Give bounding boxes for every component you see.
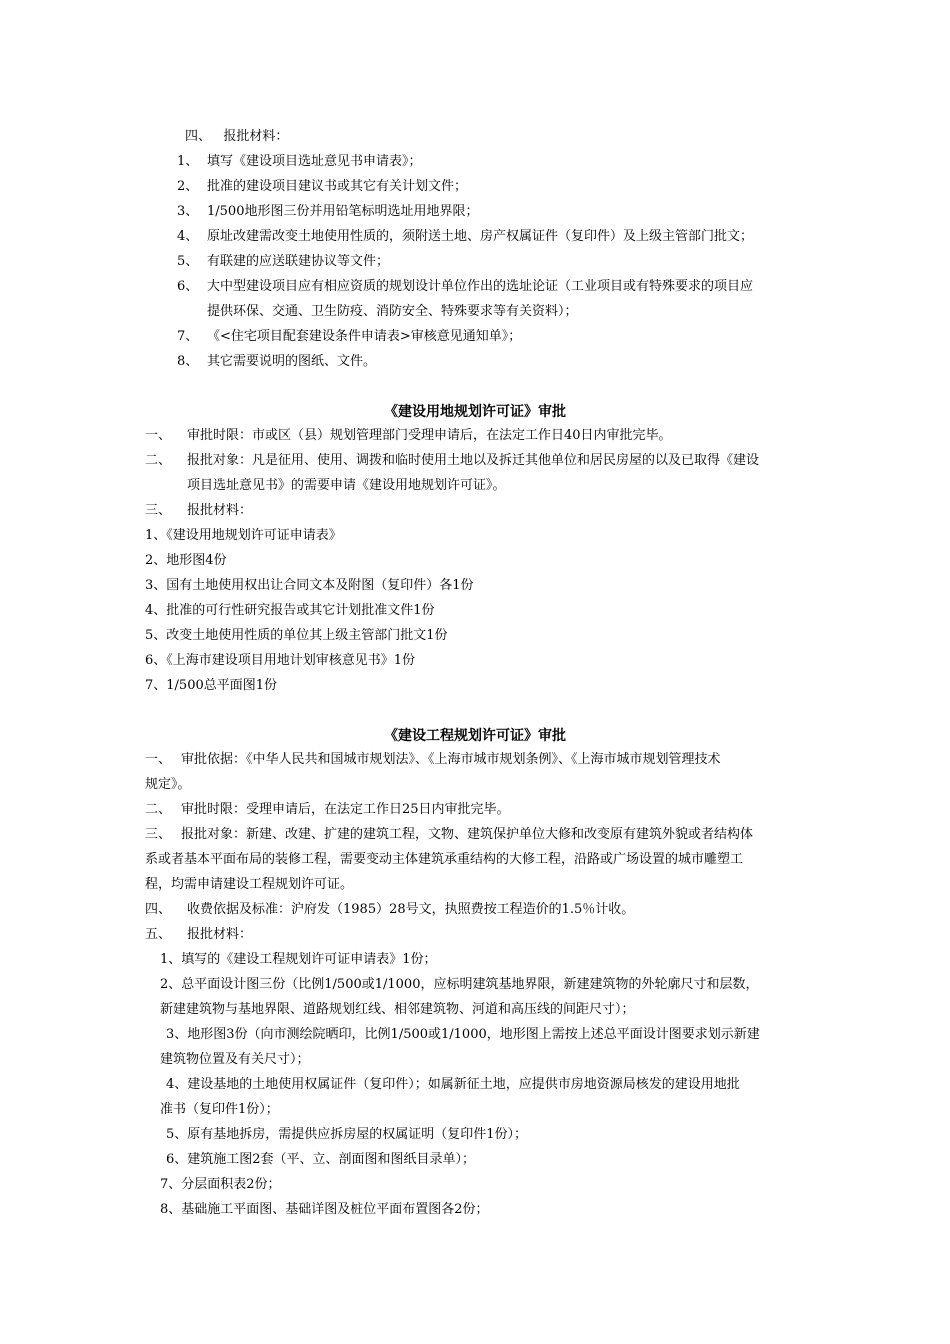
list-item: [177, 328, 521, 346]
list-item-num: 8、: [177, 354, 199, 369]
list-item: [177, 353, 376, 371]
paragraph: [145, 502, 252, 520]
list-item-text: 《<住宅项目配套建设条件申请表>审核意见通知单》；: [207, 329, 522, 344]
list-item: 6、《上海市建设项目用地计划审核意见书》1份: [145, 653, 416, 668]
list-item: [177, 253, 389, 271]
list-item-num: 4、: [177, 229, 199, 244]
list-item: 2、地形图4份: [145, 553, 227, 568]
paragraph-num: 三、: [145, 827, 172, 842]
list-item-text: 有联建的应送联建协议等文件；: [207, 254, 390, 269]
list-item: 4、建设基地的土地使用权属证件（复印件）；如属新征土地，应提供市房地资源局核发的建设用地批: [166, 1077, 740, 1092]
paragraph: [145, 751, 721, 769]
list-item: 5、改变土地使用性质的单位其上级主管部门批文1份: [145, 628, 448, 643]
paragraph: [145, 801, 510, 819]
paragraph-text: 收费依据及标准：沪府发（1985）28号文，执照费按工程造价的1.5％计收。: [187, 902, 635, 917]
paragraph-text: 审批时限：市或区（县）规划管理部门受理申请后，在法定工作日40日内审批完毕。: [187, 428, 672, 443]
list-item-num: 5、: [177, 254, 199, 269]
materials-heading: [185, 128, 288, 146]
paragraph-continuation: 系或者基本平面布局的装修工程，需要变动主体建筑承重结构的大修工程，沿路或广场设置的城市雕塑工: [145, 852, 744, 867]
list-item-num: 2、: [177, 179, 199, 194]
list-item: 8、基础施工平面图、基础详图及桩位平面布置图各2份；: [160, 1202, 489, 1217]
list-item: 7、1/500总平面图1份: [145, 678, 278, 693]
list-item: 3、国有土地使用权出让合同文本及附图（复印件）各1份: [145, 578, 474, 593]
paragraph: [145, 926, 252, 944]
list-item: [177, 178, 467, 196]
list-item-continuation: 新建建筑物与基地界限、道路规划红线、相邻建筑物、河道和高压线的间距尺寸）；: [160, 1002, 635, 1017]
list-item-text: 大中型建设项目应有相应资质的规划设计单位作出的选址论证（工业项目或有特殊要求的项目应: [207, 279, 754, 294]
list-item-text: 填写《建设项目选址意见书申请表》；: [207, 154, 422, 169]
list-item: 1、填写的《建设工程规划许可证申请表》1份；: [160, 952, 437, 967]
list-item-text: 批准的建设项目建议书或其它有关计划文件；: [207, 179, 468, 194]
paragraph: [145, 427, 672, 445]
list-item-num: 3、: [177, 204, 199, 219]
paragraph-text: 审批时限：受理申请后，在法定工作日25日内审批完毕。: [181, 802, 510, 817]
list-item: 7、分层面积表2份；: [160, 1177, 281, 1192]
paragraph-num: 五、: [145, 927, 172, 942]
list-item-text: 原址改建需改变土地使用性质的，须附送土地、房产权属证件（复印件）及上级主管部门批文；: [207, 229, 754, 244]
paragraph-num: 一、: [145, 752, 172, 767]
paragraph-num: 一、: [145, 428, 172, 443]
paragraph-text: 报批对象：新建、改建、扩建的建筑工程，文物、建筑保护单位大修和改变原有建筑外貌或者结构体: [181, 827, 754, 842]
list-item: 4、批准的可行性研究报告或其它计划批准文件1份: [145, 603, 435, 618]
paragraph-continuation: 规定》。: [145, 777, 191, 792]
paragraph-continuation: 项目选址意见书》的需要申请《建设用地规划许可证》。: [187, 478, 506, 493]
list-item: 3、地形图3份（向市测绘院晒印，比例1/500或1/1000，地形图上需按上述总平面设计图要求划示新建: [166, 1027, 760, 1042]
list-item-continuation: 提供环保、交通、卫生防疫、消防安全、特殊要求等有关资料）；: [207, 304, 578, 319]
paragraph-text: 报批对象：凡是征用、使用、调拨和临时使用土地以及拆迁其他单位和居民房屋的以及已取得《建设: [187, 453, 760, 468]
list-item-num: 7、: [177, 329, 199, 344]
list-item-text: 1/500地形图三份并用铅笔标明选址用地界限；: [207, 204, 479, 219]
paragraph-num: 二、: [145, 802, 172, 817]
section-title-engineering: 《建设工程规划许可证》审批: [384, 728, 566, 744]
paragraph-text: 审批依据：《中华人民共和国城市规划法》、《上海市城市规划条例》、《上海市城市规划管理技术: [181, 752, 721, 767]
list-item-num: 1、: [177, 154, 199, 169]
list-item-text: 其它需要说明的图纸、文件。: [207, 354, 377, 369]
paragraph-num: 二、: [145, 453, 172, 468]
list-item: 2、总平面设计图三份（比例1/500或1/1000，应标明建筑基地界限，新建建筑物的外轮廓尺寸和层数，: [160, 977, 759, 992]
list-item-continuation: 准书（复印件1份）；: [160, 1102, 279, 1117]
list-item: 6、建筑施工图2套（平、立、剖面图和图纸目录单）；: [166, 1152, 476, 1167]
list-item: [177, 153, 422, 171]
list-item-num: 6、: [177, 279, 199, 294]
list-item: [177, 278, 753, 296]
list-item: [177, 228, 753, 246]
paragraph-text: 报批材料：: [187, 503, 253, 518]
paragraph-continuation: 程，均需申请建设工程规划许可证。: [145, 877, 354, 892]
paragraph-text: 报批材料：: [187, 927, 253, 942]
list-item-continuation: 建筑物位置及有关尺寸）；: [160, 1052, 310, 1067]
materials-heading-num: 四、: [185, 129, 212, 144]
paragraph: [145, 826, 753, 844]
list-item: 5、原有基地拆房，需提供应拆房屋的权属证明（复印件1份）；: [166, 1127, 528, 1142]
paragraph: [145, 452, 759, 470]
paragraph-num: 四、: [145, 902, 172, 917]
section-title-land-use: 《建设用地规划许可证》审批: [384, 404, 566, 420]
list-item: [177, 203, 478, 221]
materials-heading-text: 报批材料：: [223, 129, 289, 144]
paragraph-num: 三、: [145, 503, 172, 518]
list-item: 1、《建设用地规划许可证申请表》: [145, 528, 342, 543]
paragraph: [145, 901, 634, 919]
